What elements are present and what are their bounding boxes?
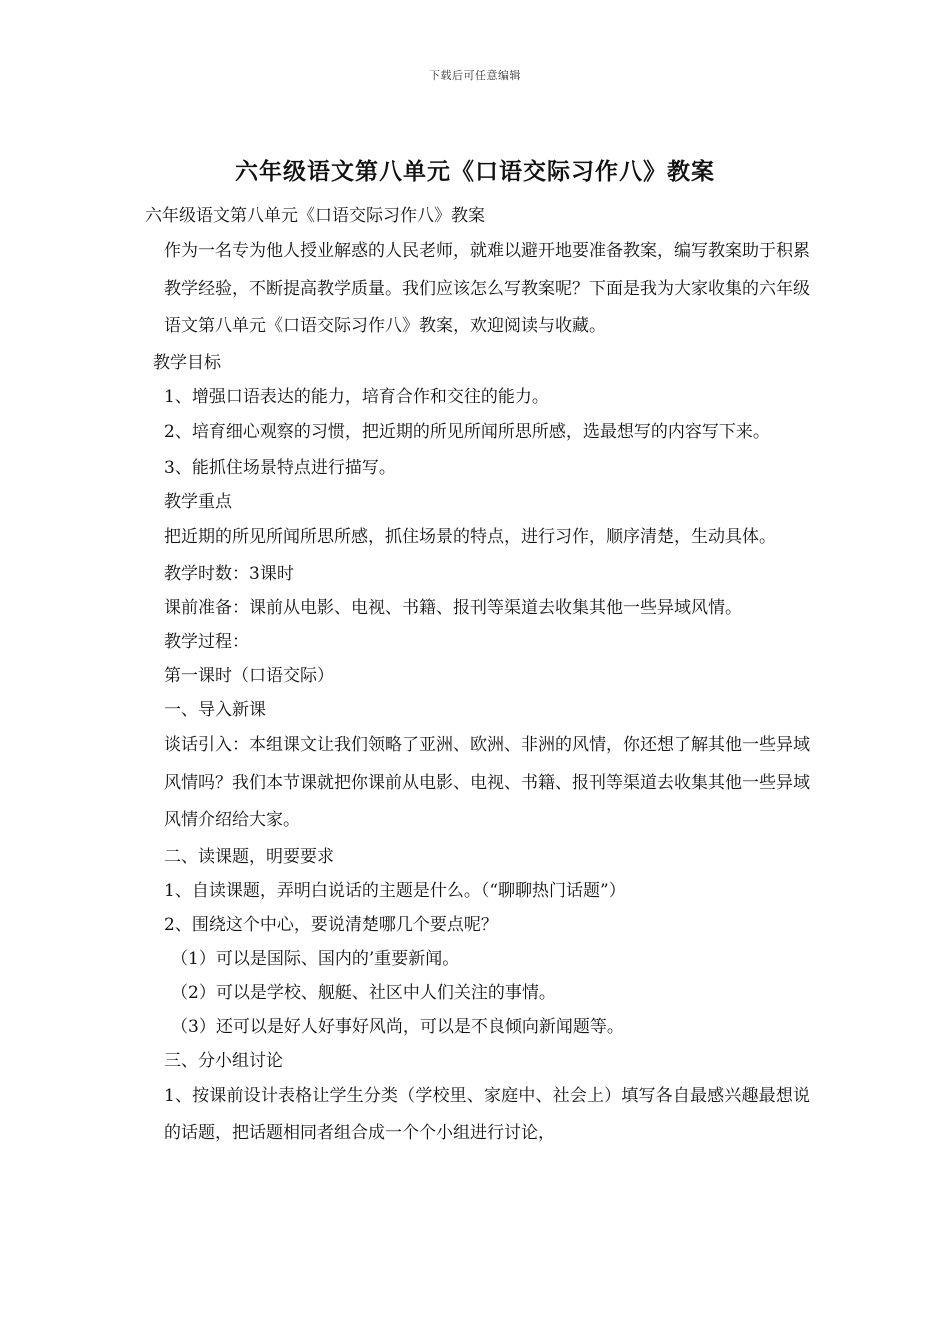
section-two-subitem: （3）还可以是好人好事好风尚，可以是不良倾向新闻题等。 [171, 1016, 624, 1037]
section-two-heading: 二、读课题，明要要求 [164, 846, 334, 867]
document-title: 六年级语文第八单元《口语交际习作八》教案 [235, 158, 715, 185]
section-one-heading: 一、导入新课 [164, 699, 266, 720]
section-two-subitem: （2）可以是学校、舰艇、社区中人们关注的事情。 [171, 982, 556, 1003]
document-body [145, 199, 810, 1153]
subtitle-line: 六年级语文第八单元《口语交际习作八》教案 [145, 206, 485, 226]
focus-heading: 教学重点 [164, 492, 232, 513]
section-three-text: 1、按课前设计表格让学生分类（学校里、家庭中、社会上）填写各自最感兴趣最想说的话题，把话题相同者组合成一个个小组进行讨论， [164, 1085, 810, 1144]
focus-text: 把近期的所见所闻所思所感，抓住场景的特点，进行习作，顺序清楚，生动具体。 [164, 527, 776, 548]
teaching-process: 教学过程： [164, 631, 249, 652]
intro-paragraph: 作为一名专为他人授业解惑的人民老师，就难以避开地要准备教案，编写教案助于积累教学经验，不断提高教学质量。我们应该怎么写教案呢？下面是我为大家收集的六年级语文第八单元《口语交际习作八》教案，欢迎阅读与收藏。 [164, 241, 810, 337]
lesson-one-heading: 第一课时（口语交际） [164, 665, 334, 686]
section-one-text: 谈话引入：本组课文让我们领略了亚洲、欧洲、非洲的风情，你还想了解其他一些异域风情吗？我们本节课就把你课前从电影、电视、书籍、报刊等渠道去收集其他一些异域风情介绍给大家。 [164, 734, 810, 831]
header-note: 下载后可任意编辑 [429, 69, 521, 82]
section-three-heading: 三、分小组讨论 [164, 1050, 283, 1071]
teaching-hours: 教学时数：3课时 [164, 563, 294, 584]
goal-item: 3、能抓住场景特点进行描写。 [164, 458, 396, 479]
goals-heading: 教学目标 [153, 352, 221, 373]
section-two-subitem: （1）可以是国际、国内的’重要新闻。 [171, 948, 460, 969]
goal-item: 2、培育细心观察的习惯，把近期的所见所闻所思所感，选最想写的内容写下来。 [164, 421, 770, 442]
section-two-item: 1、自读课题，弄明白说话的主题是什么。（“聊聊热门话题”） [164, 880, 626, 901]
lesson-preparation: 课前准备：课前从电影、电视、书籍、报刊等渠道去收集其他一些异域风情。 [164, 597, 742, 618]
goal-item: 1、增强口语表达的能力，培育合作和交往的能力。 [164, 386, 549, 407]
section-two-item: 2、围绕这个中心，要说清楚哪几个要点呢？ [164, 914, 498, 935]
